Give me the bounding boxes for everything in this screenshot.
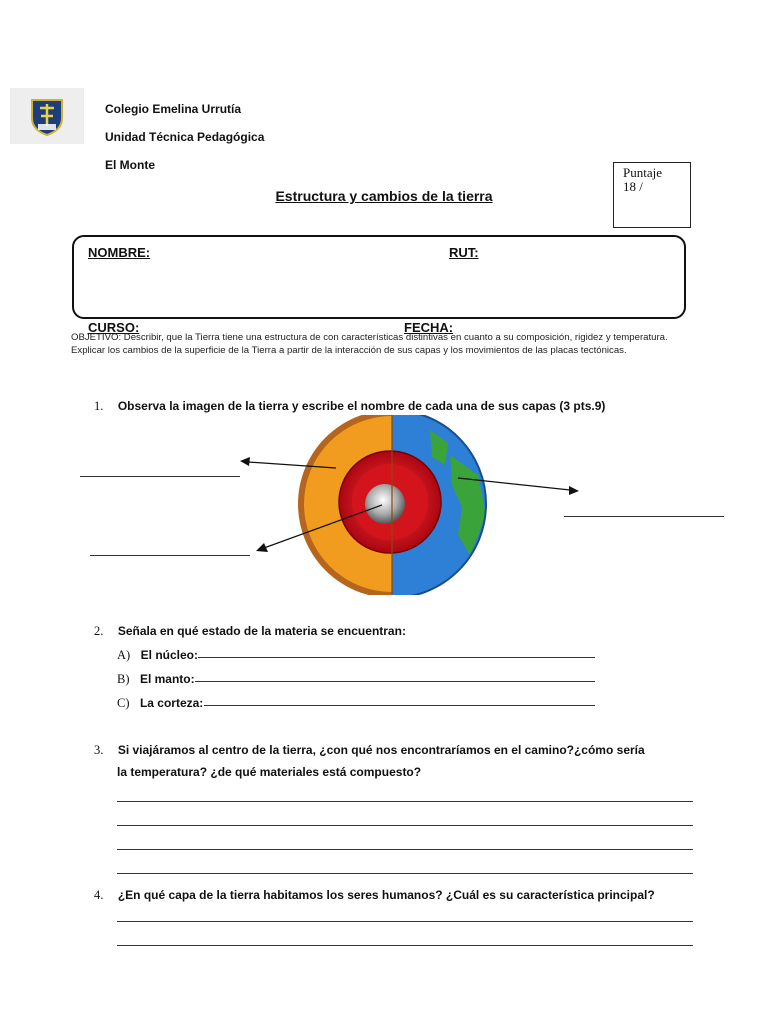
answer-blank-mantle-state[interactable] [195,681,595,682]
answer-blank-nucleus[interactable] [198,657,595,658]
answer-line[interactable] [117,849,693,850]
score-value: 18 / [623,179,643,194]
option-letter: A) [117,648,131,662]
option-b [117,670,195,688]
answer-line[interactable] [117,945,693,946]
student-info-box [72,235,686,319]
option-c [117,694,203,712]
answer-line[interactable] [117,825,693,826]
answer-line[interactable] [117,873,693,874]
inner-core [365,484,405,524]
question-3 [94,741,645,759]
option-letter: C) [117,696,130,710]
score-label: Puntaje [623,165,662,180]
question-number: 4. [94,888,104,902]
answer-blank-core[interactable] [90,555,250,556]
earth-layers-diagram [0,415,768,595]
question-number: 3. [94,743,104,757]
option-text: La corteza: [139,696,204,710]
question-text: Señala en qué estado de la materia se encuentran: [117,624,406,638]
answer-blank-crust-state[interactable] [204,705,595,706]
question-text-line-2: la temperatura? ¿de qué materiales está compuesto? [117,765,422,779]
question-text-line-1: Si viajáramos al centro de la tierra, ¿con qué nos encontraríamos en el camino?¿cómo sería [117,743,645,757]
school-crest-icon [10,88,84,144]
question-1 [94,397,605,415]
question-text: Observa la imagen de la tierra y escribe el nombre de cada una de sus capas (3 pts.9) [117,399,606,413]
school-name: Colegio Emelina Urrutía [105,102,242,116]
school-unit: Unidad Técnica Pedagógica [105,130,265,144]
objective-text: OBJETIVO: Describir, que la Tierra tiene una estructura de con características distintivas en cuanto a su composición, rigidez y temperatura. Explicar los cambios de la superficie de la Tierra a partir de la interacción de sus capas y los movimientos de las placas tectónicas. [71,332,668,356]
answer-line[interactable] [117,921,693,922]
question-4 [94,886,655,904]
answer-blank-mantle[interactable] [80,476,240,477]
name-field-label: NOMBRE: [88,245,151,260]
rut-field-label: RUT: [449,245,479,260]
school-logo [10,88,84,144]
option-letter: B) [117,672,130,686]
question-number: 2. [94,624,104,638]
option-a [117,646,198,664]
question-text: ¿En qué capa de la tierra habitamos los seres humanos? ¿Cuál es su característica principal? [117,888,655,902]
answer-line[interactable] [117,801,693,802]
page-title: Estructura y cambios de la tierra [275,188,493,204]
option-text: El manto: [139,672,195,686]
answer-blank-crust[interactable] [564,516,724,517]
question-number: 1. [94,399,104,413]
question-2 [94,622,406,640]
date-field-label: FECHA: [404,320,454,335]
option-text: El núcleo: [140,648,198,662]
school-town: El Monte [105,158,155,172]
course-field-label: CURSO: [88,320,140,335]
